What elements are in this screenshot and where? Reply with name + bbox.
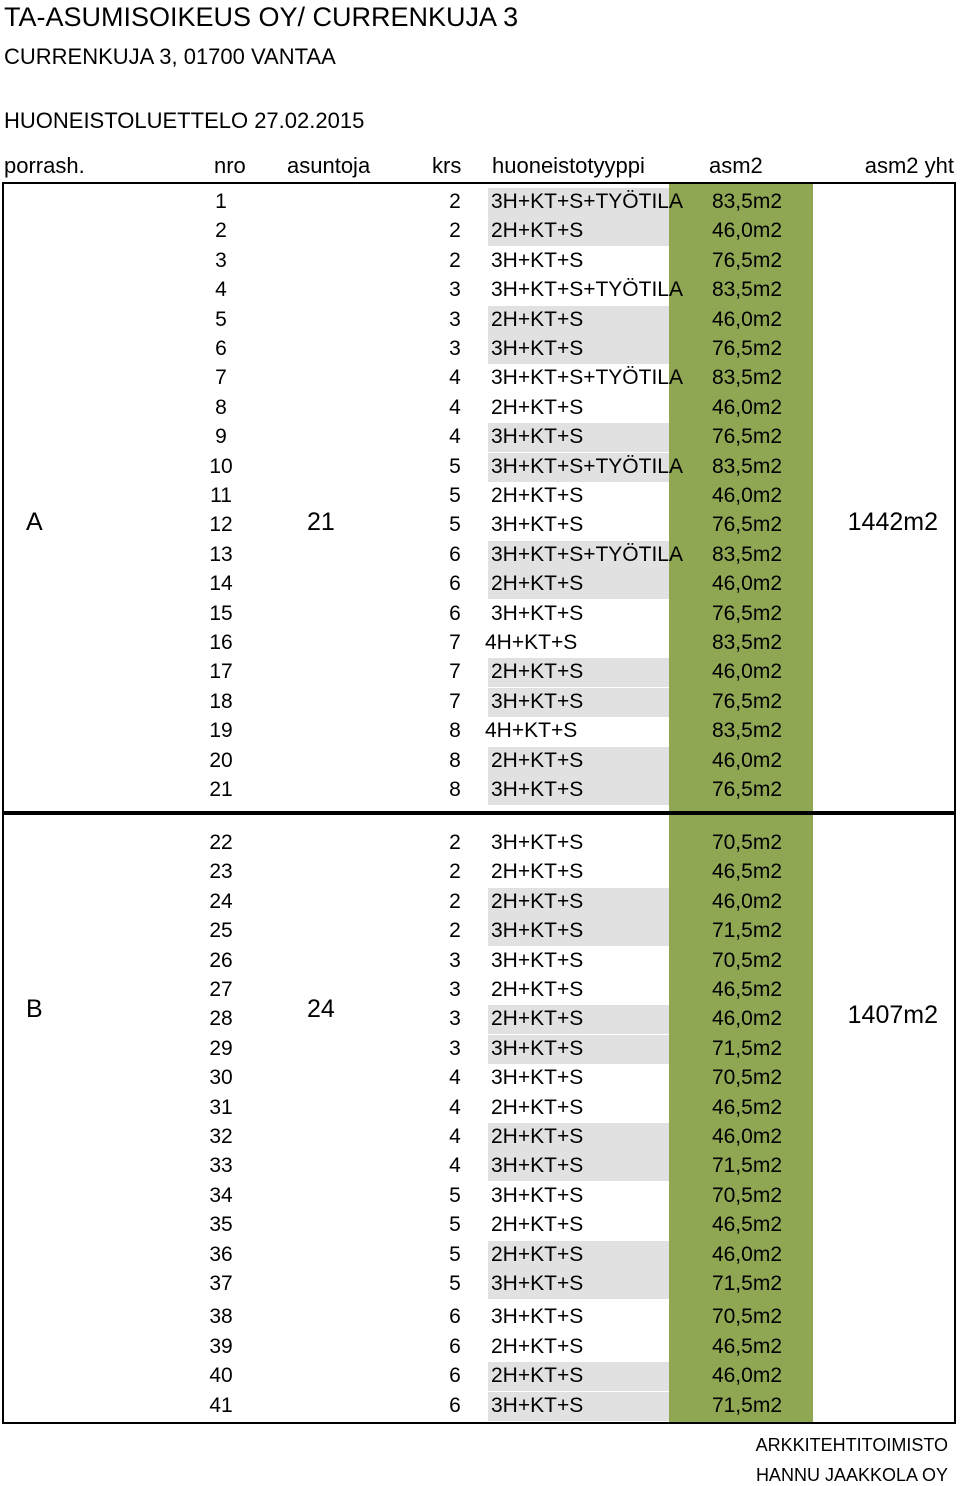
table-row <box>4 1064 954 1093</box>
floor-number: 7 <box>449 631 461 654</box>
apartment-type: 4H+KT+S <box>485 631 578 654</box>
apartment-type: 3H+KT+S+TYÖTILA <box>491 542 683 566</box>
living-area: 76,5m2 <box>711 513 782 537</box>
apartment-number: 26 <box>209 948 233 972</box>
apartment-number: 17 <box>209 660 233 684</box>
apartment-type: 3H+KT+S <box>491 919 584 943</box>
apartment-number: 24 <box>209 889 233 913</box>
living-area: 46,0m2 <box>711 889 782 913</box>
apartment-type: 2H+KT+S <box>491 395 584 419</box>
living-area: 83,5m2 <box>711 190 782 213</box>
table-row <box>4 541 954 570</box>
floor-number: 7 <box>449 660 461 684</box>
apartment-type: 2H+KT+S <box>491 572 584 596</box>
table-row <box>4 888 954 917</box>
staircase-label: B <box>26 995 43 1023</box>
table-row <box>4 1333 954 1362</box>
floor-number: 5 <box>449 1242 461 1266</box>
floor-number: 6 <box>449 572 461 596</box>
floor-number: 7 <box>449 689 461 713</box>
apartment-type: 3H+KT+S <box>491 948 584 972</box>
living-area: 46,0m2 <box>711 1364 782 1388</box>
document-title: TA-ASUMISOIKEUS OY/ CURRENKUJA 3 <box>4 2 519 32</box>
apartment-number: 15 <box>209 601 233 625</box>
apartment-number: 7 <box>215 366 227 390</box>
floor-number: 6 <box>449 601 461 625</box>
apartment-type: 2H+KT+S <box>491 660 584 684</box>
living-area: 83,5m2 <box>711 366 782 390</box>
floor-number: 2 <box>449 919 461 943</box>
floor-number: 3 <box>449 278 461 302</box>
apartment-number: 25 <box>209 919 233 943</box>
living-area: 76,5m2 <box>711 689 782 713</box>
table-row <box>4 306 954 335</box>
apartment-type: 3H+KT+S <box>491 778 584 801</box>
table-row <box>4 658 954 687</box>
table-row <box>4 829 954 858</box>
living-area: 71,5m2 <box>711 919 782 943</box>
floor-number: 4 <box>449 1066 461 1090</box>
apartment-type: 3H+KT+S <box>491 689 584 713</box>
living-area: 46,0m2 <box>711 748 782 772</box>
floor-number: 8 <box>449 748 461 772</box>
col-header-krs: krs <box>432 153 462 178</box>
apartment-type: 2H+KT+S <box>491 1364 584 1388</box>
staircase-label: A <box>26 508 43 536</box>
apartment-type: 3H+KT+S <box>491 337 584 360</box>
apartment-number: 3 <box>215 248 227 272</box>
apartment-type: 2H+KT+S <box>491 1334 584 1358</box>
floor-number: 3 <box>449 1007 461 1031</box>
table-row <box>4 511 954 540</box>
apartment-type: 3H+KT+S <box>491 1183 584 1207</box>
apartment-type: 3H+KT+S+TYÖTILA <box>491 190 683 213</box>
floor-number: 5 <box>449 1272 461 1295</box>
table-row <box>4 747 954 776</box>
living-area: 70,5m2 <box>711 1066 782 1090</box>
apartment-type: 3H+KT+S <box>491 1036 584 1060</box>
floor-number: 4 <box>449 1095 461 1119</box>
living-area: 46,0m2 <box>711 1007 782 1031</box>
table-row <box>4 947 954 976</box>
apartment-type: 3H+KT+S <box>491 1154 584 1178</box>
apartment-number: 28 <box>209 1007 233 1031</box>
floor-number: 5 <box>449 513 461 537</box>
apartment-number: 1 <box>215 190 227 213</box>
table-row <box>4 276 954 305</box>
floor-number: 4 <box>449 1125 461 1148</box>
apartment-type: 3H+KT+S+TYÖTILA <box>491 366 683 390</box>
footer-office: ARKKITEHTITOIMISTO <box>755 1435 948 1455</box>
living-area: 76,5m2 <box>711 601 782 625</box>
living-area: 46,0m2 <box>711 660 782 684</box>
table-row <box>4 629 954 658</box>
address: CURRENKUJA 3, 01700 VANTAA <box>4 44 336 69</box>
living-area: 46,5m2 <box>711 1095 782 1119</box>
apartment-type: 2H+KT+S <box>491 748 584 772</box>
apartment-number: 29 <box>209 1036 233 1060</box>
table-row <box>4 1392 954 1421</box>
apartment-type: 3H+KT+S <box>491 1066 584 1090</box>
apartment-type: 3H+KT+S+TYÖTILA <box>491 278 683 302</box>
table-row <box>4 1211 954 1240</box>
apartment-number: 38 <box>209 1305 233 1329</box>
table-row <box>4 600 954 629</box>
table-row <box>4 335 954 364</box>
table-row <box>4 1182 954 1211</box>
floor-number: 4 <box>449 395 461 419</box>
floor-number: 4 <box>449 425 461 449</box>
apartment-type: 3H+KT+S <box>491 1393 584 1417</box>
table-row <box>4 423 954 452</box>
table-row <box>4 688 954 717</box>
living-area: 70,5m2 <box>711 831 782 854</box>
apartment-number: 10 <box>209 454 233 478</box>
table-row <box>4 1303 954 1332</box>
floor-number: 2 <box>449 219 461 243</box>
floor-number: 4 <box>449 1154 461 1178</box>
apartment-type: 3H+KT+S <box>491 1305 584 1329</box>
living-area: 46,5m2 <box>711 1334 782 1358</box>
living-area: 71,5m2 <box>711 1036 782 1060</box>
apartment-number: 31 <box>209 1095 233 1119</box>
floor-number: 5 <box>449 484 461 507</box>
table-row <box>4 1094 954 1123</box>
living-area: 83,5m2 <box>711 454 782 478</box>
apartment-type: 2H+KT+S <box>491 307 584 331</box>
apartment-number: 2 <box>215 219 227 243</box>
table-row <box>4 188 954 217</box>
apartment-number: 40 <box>209 1364 233 1388</box>
col-header-huoneistotyyppi: huoneistotyyppi <box>492 153 645 178</box>
apartment-type: 3H+KT+S <box>491 248 584 272</box>
floor-number: 5 <box>449 1213 461 1237</box>
living-area: 46,0m2 <box>711 307 782 331</box>
apartment-number: 18 <box>209 689 233 713</box>
apartment-number: 30 <box>209 1066 233 1090</box>
living-area: 46,0m2 <box>711 395 782 419</box>
table-row <box>4 1152 954 1181</box>
apartment-number: 6 <box>215 337 227 360</box>
col-header-nro: nro <box>214 153 246 178</box>
apartment-number: 33 <box>209 1154 233 1178</box>
apartment-count: 24 <box>307 995 335 1023</box>
floor-number: 2 <box>449 860 461 884</box>
apartment-number: 16 <box>209 631 233 654</box>
table-row <box>4 394 954 423</box>
living-area: 70,5m2 <box>711 1305 782 1329</box>
apartment-number: 41 <box>209 1393 233 1417</box>
living-area: 83,5m2 <box>711 278 782 302</box>
apartment-type: 2H+KT+S <box>491 1095 584 1119</box>
living-area: 46,0m2 <box>711 484 782 507</box>
apartment-type: 3H+KT+S <box>491 513 584 537</box>
table-row <box>4 1005 954 1034</box>
apartment-count: 21 <box>307 508 335 536</box>
col-header-asm2: asm2 <box>709 153 763 178</box>
apartment-number: 13 <box>209 542 233 566</box>
table-row <box>4 364 954 393</box>
area-total: 1442m2 <box>847 508 938 536</box>
living-area: 46,0m2 <box>711 1125 782 1148</box>
floor-number: 6 <box>449 1393 461 1417</box>
living-area: 71,5m2 <box>711 1154 782 1178</box>
floor-number: 6 <box>449 1334 461 1358</box>
apartment-type: 4H+KT+S <box>485 719 578 743</box>
living-area: 71,5m2 <box>711 1393 782 1417</box>
apartment-type: 2H+KT+S <box>491 1007 584 1031</box>
apartment-type: 2H+KT+S <box>491 860 584 884</box>
col-header-porrash: porrash. <box>4 153 85 178</box>
staircase-b-section <box>2 813 956 1424</box>
table-row <box>4 217 954 246</box>
living-area: 46,0m2 <box>711 572 782 596</box>
apartment-type: 2H+KT+S <box>491 1242 584 1266</box>
living-area: 76,5m2 <box>711 778 782 801</box>
footer-company: HANNU JAAKKOLA OY <box>755 1465 948 1485</box>
apartment-type: 2H+KT+S <box>491 1125 584 1148</box>
living-area: 76,5m2 <box>711 337 782 360</box>
table-row <box>4 482 954 511</box>
apartment-number: 12 <box>209 513 233 537</box>
apartment-number: 22 <box>209 831 233 854</box>
floor-number: 6 <box>449 542 461 566</box>
apartment-number: 4 <box>215 278 227 302</box>
table-row <box>4 1362 954 1391</box>
apartment-type: 3H+KT+S <box>491 1272 584 1295</box>
floor-number: 5 <box>449 454 461 478</box>
apartment-number: 36 <box>209 1242 233 1266</box>
table-row <box>4 976 954 1005</box>
floor-number: 2 <box>449 190 461 213</box>
floor-number: 3 <box>449 337 461 360</box>
living-area: 46,0m2 <box>711 1242 782 1266</box>
table-row <box>4 247 954 276</box>
col-header-asuntoja: asuntoja <box>287 153 371 178</box>
floor-number: 3 <box>449 307 461 331</box>
living-area: 46,0m2 <box>711 219 782 243</box>
apartment-type: 2H+KT+S <box>491 1213 584 1237</box>
apartment-number: 34 <box>209 1183 233 1207</box>
floor-number: 3 <box>449 948 461 972</box>
apartment-type: 3H+KT+S <box>491 425 584 449</box>
staircase-a-section <box>2 182 956 813</box>
apartment-number: 37 <box>209 1272 233 1295</box>
apartment-number: 27 <box>209 978 233 1001</box>
col-header-asm2-yht: asm2 yht <box>864 153 954 178</box>
floor-number: 5 <box>449 1183 461 1207</box>
apartment-number: 9 <box>215 425 227 449</box>
table-row <box>4 570 954 599</box>
apartment-type: 2H+KT+S <box>491 889 584 913</box>
floor-number: 8 <box>449 778 461 801</box>
apartment-number: 11 <box>210 484 232 507</box>
table-row <box>4 717 954 746</box>
floor-number: 2 <box>449 831 461 854</box>
area-total: 1407m2 <box>847 1001 938 1029</box>
apartment-number: 14 <box>209 572 233 596</box>
apartment-type: 2H+KT+S <box>491 978 584 1001</box>
table-row <box>4 1241 954 1270</box>
apartment-number: 8 <box>215 395 227 419</box>
living-area: 83,5m2 <box>711 719 782 743</box>
table-row <box>4 453 954 482</box>
living-area: 83,5m2 <box>711 542 782 566</box>
living-area: 46,5m2 <box>711 1213 782 1237</box>
floor-number: 8 <box>449 719 461 743</box>
floor-number: 4 <box>449 366 461 390</box>
floor-number: 2 <box>449 889 461 913</box>
floor-number: 2 <box>449 248 461 272</box>
apartment-number: 32 <box>209 1125 233 1148</box>
apartment-number: 20 <box>209 748 233 772</box>
living-area: 46,5m2 <box>711 860 782 884</box>
apartment-type: 2H+KT+S <box>491 219 584 243</box>
apartment-number: 21 <box>209 778 233 801</box>
apartment-number: 19 <box>209 719 233 743</box>
floor-number: 6 <box>449 1364 461 1388</box>
apartment-type: 2H+KT+S <box>491 484 584 507</box>
table-row <box>4 858 954 887</box>
table-row <box>4 1123 954 1152</box>
apartment-number: 23 <box>209 860 233 884</box>
floor-number: 3 <box>449 1036 461 1060</box>
living-area: 70,5m2 <box>711 948 782 972</box>
living-area: 46,5m2 <box>711 978 782 1001</box>
table-row <box>4 1270 954 1299</box>
floor-number: 3 <box>449 978 461 1001</box>
table-row <box>4 776 954 805</box>
apartment-number: 39 <box>209 1334 233 1358</box>
apartment-type: 3H+KT+S <box>491 831 584 854</box>
living-area: 76,5m2 <box>711 248 782 272</box>
apartment-number: 35 <box>209 1213 233 1237</box>
living-area: 76,5m2 <box>711 425 782 449</box>
floor-number: 6 <box>449 1305 461 1329</box>
table-row <box>4 1035 954 1064</box>
apartment-number: 5 <box>215 307 227 331</box>
table-row <box>4 917 954 946</box>
living-area: 83,5m2 <box>711 631 782 654</box>
living-area: 70,5m2 <box>711 1183 782 1207</box>
apartment-type: 3H+KT+S <box>491 601 584 625</box>
living-area: 71,5m2 <box>711 1272 782 1295</box>
apartment-type: 3H+KT+S+TYÖTILA <box>491 454 683 478</box>
list-title: HUONEISTOLUETTELO 27.02.2015 <box>4 108 365 133</box>
